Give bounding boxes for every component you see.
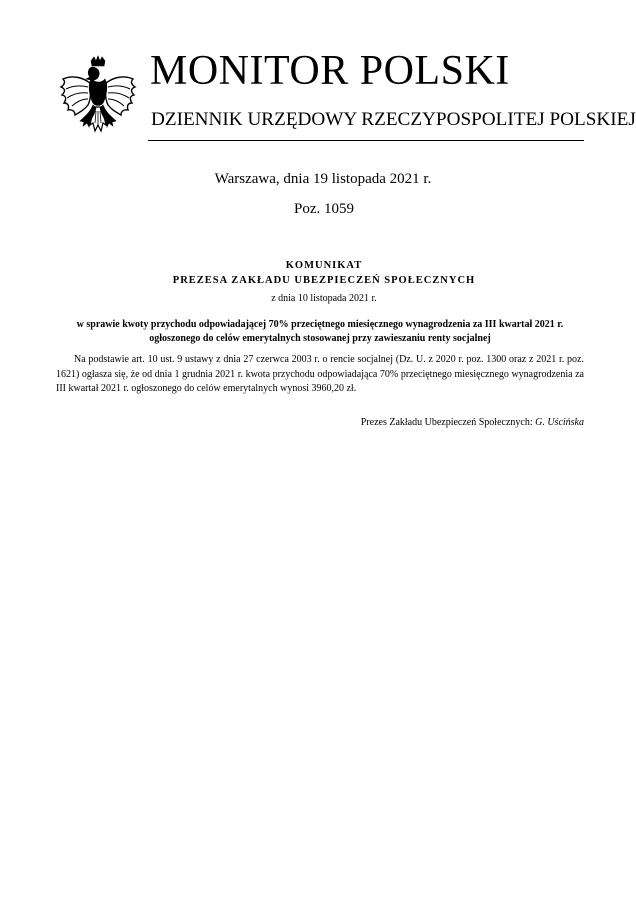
document-date: z dnia 10 listopada 2021 r. (271, 293, 377, 304)
position-number: Poz. 1059 (294, 201, 354, 217)
signature-name: G. Uścińska (535, 417, 584, 428)
document-body (56, 353, 584, 397)
document-type: KOMUNIKAT (285, 260, 363, 271)
masthead-divider (148, 140, 584, 141)
body-paragraph: Na podstawie art. 10 ust. 9 ustawy z dnia 27 czerwca 2003 r. o rencie socjalnej (Dz. U. z 2020 r. poz. 1300 oraz z 2021 r. poz. 1621) ogłasza się, że od dnia 1 grudnia 2021 r. kwota przychodu odpowiadająca 70% przeciętnego miesięcznego wynagrodzenia za III kwartał 2021 r. ogłoszonego do celów emerytalnych wynosi 3960,20 zł. (56, 354, 584, 394)
document-issuer: PREZESA ZAKŁADU UBEZPIECZEŃ SPOŁECZNYCH (172, 275, 476, 286)
signature-role: Prezes Zakładu Ubezpieczeń Społecznych: (360, 417, 533, 428)
document-subject: w sprawie kwoty przychodu odpowiadającej 70% przeciętnego miesięcznego wynagrodzenia za III kwartał 2021 r. ogłoszonego do celów emerytalnych stosowanej przy zawieszaniu renty socjalnej (76, 319, 564, 344)
polish-eagle-emblem-icon (58, 55, 138, 153)
signature-block (56, 416, 584, 430)
masthead-subtitle: DZIENNIK URZĘDOWY RZECZYPOSPOLITEJ POLSKIEJ (151, 109, 636, 130)
masthead-title: MONITOR POLSKI (150, 48, 510, 94)
place-date: Warszawa, dnia 19 listopada 2021 r. (214, 171, 432, 187)
